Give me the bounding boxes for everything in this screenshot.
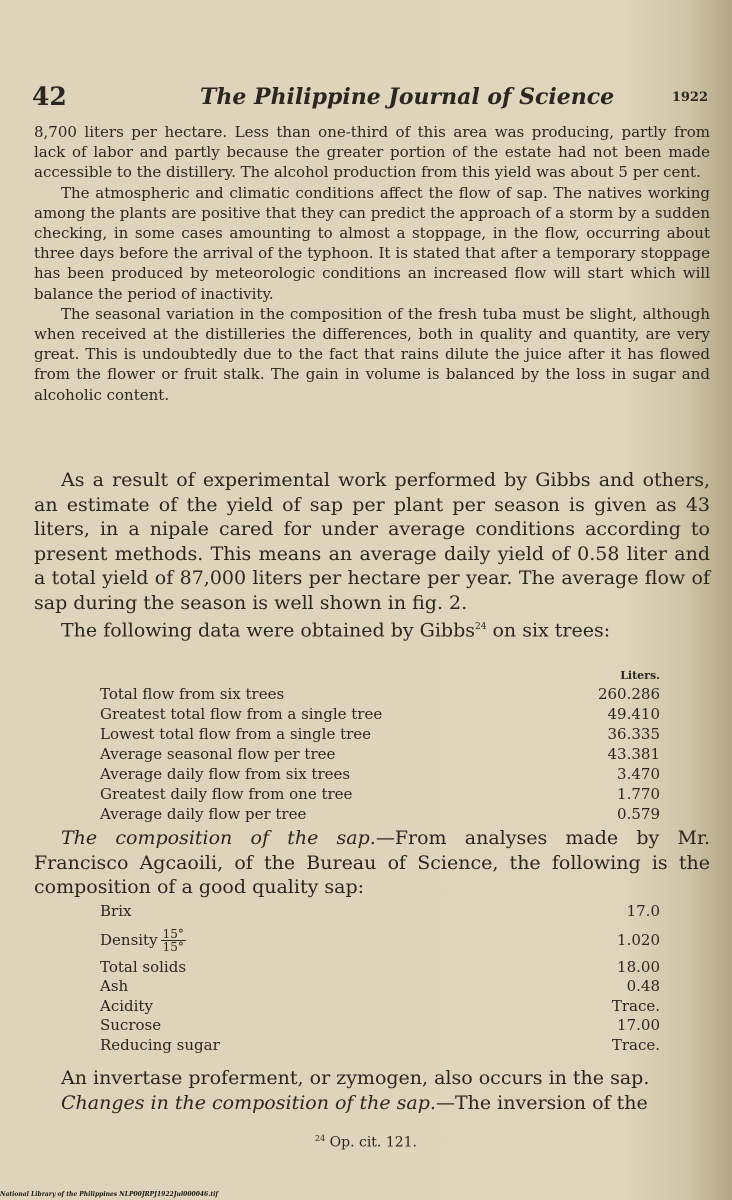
paragraph-experimental-yield: As a result of experimental work performed by Gibbs and others, an estimate of the yield of sap per plant per season is given as 43 liters, in a nipale cared for under average conditions according to present methods. This means an average daily yield of 0.58 liter and a total yield of 87,000 liters per hectare per year. The average flow of sap during the season is well shown in fig. 2. xyxy=(34,469,710,614)
footnote: $^{24}$ Op. cit. 121. xyxy=(315,1134,417,1151)
large-text-block xyxy=(34,468,710,643)
table-row: Density $\frac{15^\circ}{15^\circ}$ 1.020 xyxy=(100,927,660,954)
scan-credit-line: National Library of the Philippines NLP00JRPJ1922Jul000046.tif xyxy=(0,1191,218,1198)
table-row: Average daily flow from six trees 3.470 xyxy=(100,765,660,783)
paragraph-changes-in-composition: Changes in the composition of the sap.—The inversion of the xyxy=(61,1091,648,1114)
journal-title: The Philippine Journal of Science xyxy=(200,84,615,110)
density-fraction: $\frac{15^\circ}{15^\circ}$ xyxy=(162,927,184,954)
table-row: Ash 0.48 xyxy=(100,977,660,995)
paragraph-composition-of-sap: The composition of the sap.—From analyses made by Mr. Francisco Agcaoili, of the Bureau of Science, the following is the composition of a good quality sap: xyxy=(34,827,710,898)
table-row: Brix 17.0 xyxy=(100,902,660,920)
paragraph-atmospheric-conditions: The atmospheric and climatic conditions affect the flow of sap. The natives working among the plants are positive that they can predict the approach of a storm by a sudden checking, in some cases amounting to almost a stoppage, in the flow, occurring about three days before the arrival of the typhoon. It is stated that after a temporary stoppage has been produced by meteorologic conditions an increased flow will start which will balance the period of inactivity. xyxy=(34,183,710,303)
liters-column-header: Liters. xyxy=(620,669,660,682)
table-row: Average daily flow per tree 0.579 xyxy=(100,805,660,823)
paragraph-continuation: 8,700 liters per hectare. Less than one-third of this area was producing, partly from lack of labor and partly because the greater portion of the estate had not been made accessible to the distillery. The alcohol production from this yield was about 5 per cent. xyxy=(34,123,710,182)
table-row: Acidity Trace. xyxy=(100,996,660,1015)
flow-table xyxy=(100,666,660,824)
table-row: Greatest daily flow from one tree 1.770 xyxy=(100,785,660,803)
table-row: Total solids 18.00 xyxy=(100,957,660,976)
running-header xyxy=(32,82,712,114)
table-row: Sucrose 17.00 xyxy=(100,1016,660,1034)
page-number: 42 xyxy=(32,82,67,111)
table-row: Total flow from six trees 260.286 xyxy=(100,685,660,703)
paragraph-gibbs-data-intro: The following data were obtained by Gibbs$^{24}$ on six trees: xyxy=(61,619,611,642)
footnote-ref: 24 xyxy=(475,622,487,632)
section-heading-composition: The composition of the sap. xyxy=(61,827,376,849)
paragraph-invertase: An invertase proferment, or zymogen, also occurs in the sap. xyxy=(61,1067,650,1089)
composition-table xyxy=(100,902,660,1055)
table-row: Greatest total flow from a single tree 49.410 xyxy=(100,705,660,723)
table-row: Lowest total flow from a single tree 36.335 xyxy=(100,725,660,743)
paragraph-seasonal-variation: The seasonal variation in the composition of the fresh tuba must be slight, although when received at the distilleries the differences, both in quality and quantity, are very great. This is undoubtedly due to the fact that rains dilute the juice after it has flowed from the flower or fruit stalk. The gain in volume is balanced by the loss in sugar and alcoholic content. xyxy=(34,304,710,404)
composition-intro-block xyxy=(34,826,710,900)
flow-table-header-row xyxy=(100,666,660,684)
closing-text-block xyxy=(34,1066,710,1115)
small-text-block xyxy=(34,122,710,405)
section-heading-changes: Changes in the composition of the sap. xyxy=(61,1091,436,1114)
header-year: 1922 xyxy=(671,90,708,105)
table-row: Reducing sugar Trace. xyxy=(100,1035,660,1054)
table-row: Average seasonal flow per tree 43.381 xyxy=(100,745,660,763)
